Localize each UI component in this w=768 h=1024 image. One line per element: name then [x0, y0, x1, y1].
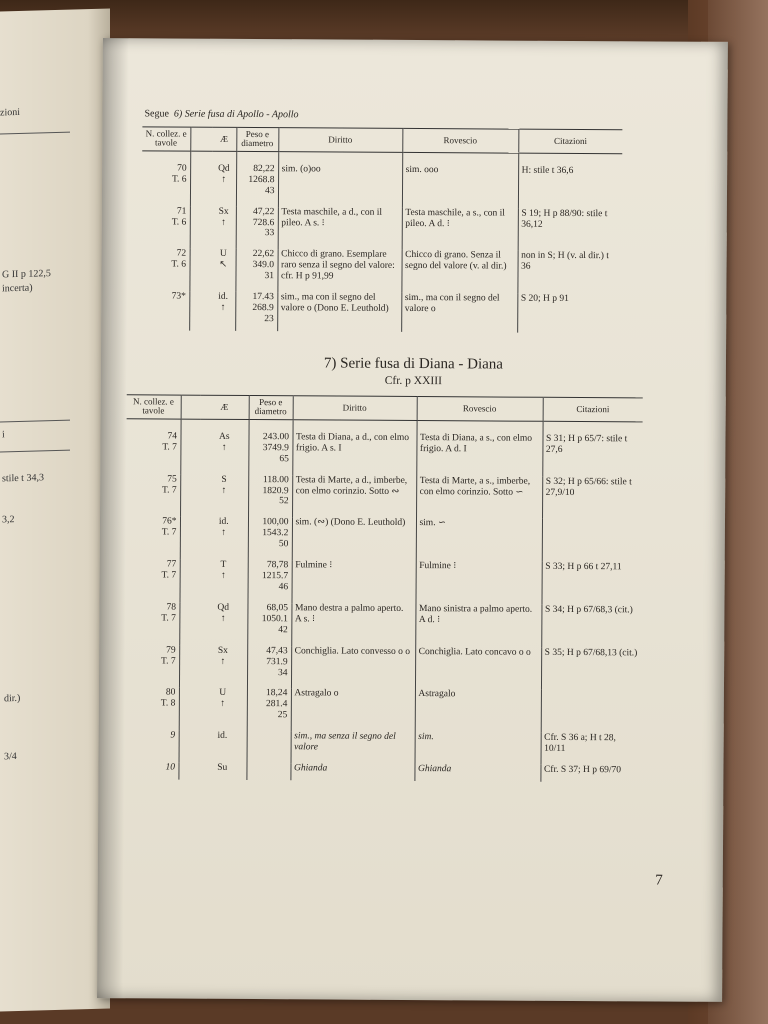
col-ae: Æ	[212, 127, 236, 151]
denomination	[199, 688, 247, 731]
obverse-description: Astragalo o	[291, 689, 415, 733]
catalog-number-line: T. 7	[162, 485, 177, 496]
obverse-description: Conchiglia. Lato convesso o o	[291, 646, 415, 690]
denomination-line: ↑	[220, 570, 226, 581]
col-blank	[190, 127, 212, 151]
weight-diameter	[246, 763, 290, 780]
col-diritto: Diritto	[293, 396, 417, 421]
catalog-number-line: T. 6	[171, 259, 187, 270]
weight-diameter-line: 43	[264, 185, 275, 196]
col-peso: Peso e diametro	[236, 127, 278, 151]
weight-diameter-line: 78,78	[266, 560, 289, 571]
catalog-number-line: 9	[170, 730, 176, 741]
denomination-line: ↑	[221, 485, 227, 496]
weight-diameter	[235, 249, 277, 292]
col-rovescio: Rovescio	[402, 128, 518, 153]
catalog-number	[125, 559, 179, 602]
citations: S 32; H p 65/66: stile t 27,9/10	[542, 476, 642, 519]
catalog-number	[126, 419, 180, 475]
denomination-line: U	[219, 688, 227, 699]
weight-diameter	[247, 688, 291, 731]
denomination	[200, 419, 248, 475]
weight-diameter-line: 100,00	[262, 517, 289, 528]
reverse-description: Ghianda	[414, 764, 540, 782]
blank-cell	[180, 517, 200, 560]
weight-diameter	[235, 292, 277, 331]
citations: non in S; H (v. al dir.) t 36	[517, 251, 621, 294]
left-rule	[0, 450, 70, 453]
denomination	[200, 474, 248, 517]
catalog-number-line: 80	[165, 687, 176, 699]
left-fragment: i	[2, 429, 5, 441]
denomination-line: ↑	[220, 656, 226, 667]
catalog-number-line: 78	[166, 602, 176, 613]
weight-diameter-line: 23	[264, 314, 274, 325]
weight-diameter-line: 31	[264, 271, 275, 282]
col-rovescio: Rovescio	[417, 397, 543, 422]
citations: S 35; H p 67/68,13 (cit.)	[541, 647, 641, 690]
blank-cell	[190, 206, 212, 249]
denomination-line: S	[221, 474, 227, 485]
reverse-description: Testa di Marte, a s., imberbe, con elmo corinzio. Sotto ∽	[416, 476, 542, 520]
catalog-number-line: 71	[176, 206, 187, 217]
weight-diameter-line: 349.0	[252, 260, 275, 271]
catalog-number	[142, 206, 190, 249]
catalog-number-line: T. 7	[161, 613, 176, 624]
coin-table-diana	[124, 394, 642, 782]
col-citazioni: Citazioni	[518, 129, 622, 154]
weight-diameter-line: 34	[278, 667, 288, 678]
blank-cell	[179, 731, 199, 763]
reverse-description: Fulmine ⁝	[415, 561, 541, 605]
blank-cell	[179, 688, 199, 731]
catalog-number-line: T. 7	[161, 570, 177, 581]
citations: Cfr. S 37; H p 69/70	[540, 765, 640, 783]
weight-diameter	[248, 419, 292, 475]
denomination-line: Qd	[217, 602, 230, 613]
blank-cell	[179, 603, 199, 646]
left-rule	[0, 420, 70, 423]
weight-diameter-line: 25	[277, 710, 288, 721]
weight-diameter	[236, 151, 278, 207]
reverse-description: Conchiglia. Lato concavo o o	[415, 647, 541, 691]
table-row	[126, 474, 642, 520]
obverse-description: Fulmine ⁝	[291, 560, 415, 604]
citations: S 19; H p 88/90: stile t 36,12	[518, 208, 622, 251]
weight-diameter-line: 1215.7	[261, 571, 289, 582]
denomination	[199, 560, 247, 603]
left-fragment: 3/4	[4, 751, 17, 763]
weight-diameter-line: 268.9	[252, 303, 274, 314]
weight-diameter-line: 1268.8	[248, 174, 275, 185]
catalog-number-line: 76*	[162, 516, 177, 527]
blank-cell	[180, 474, 200, 517]
catalog-number	[142, 151, 190, 207]
catalog-number	[125, 688, 179, 731]
weight-diameter-line: 46	[278, 582, 289, 593]
catalog-number	[141, 249, 189, 292]
reverse-description: Testa maschile, a s., con il pileo. A d. ⁝	[402, 208, 518, 251]
obverse-description: Testa maschile, a d., con il pileo. A s. ⁝	[278, 207, 402, 251]
table-row	[141, 249, 621, 295]
denomination	[199, 603, 247, 646]
denomination-line: ↑	[221, 174, 227, 185]
denomination-line: Qd	[218, 163, 230, 174]
weight-diameter-line: 18,24	[266, 688, 288, 699]
table-row	[125, 688, 641, 734]
weight-diameter	[247, 603, 291, 646]
reverse-description: sim. ooo	[402, 152, 518, 208]
col-n: N. collez. e tavole	[142, 127, 190, 151]
catalog-number	[141, 292, 189, 331]
left-fragment: dir.)	[4, 692, 21, 705]
spine-shadow	[97, 38, 129, 998]
col-ae: Æ	[201, 395, 249, 419]
weight-diameter-line: 3749.9	[262, 442, 289, 454]
table-row	[142, 206, 622, 252]
col-citazioni: Citazioni	[543, 397, 643, 421]
left-page	[0, 9, 110, 1012]
denomination-line: Sx	[218, 206, 229, 217]
catalog-number-line: 75	[167, 474, 177, 485]
table-row	[141, 292, 621, 334]
series-title: 6) Serie fusa di Apollo - Apollo	[173, 108, 299, 121]
catalog-number-line: 77	[166, 559, 177, 570]
obverse-description: Testa di Marte, a d., imberbe, con elmo corinzio. Sotto ∾	[292, 475, 416, 519]
weight-diameter-line: 33	[264, 228, 275, 239]
denomination-line: As	[218, 431, 230, 442]
catalog-number	[126, 517, 180, 560]
weight-diameter-line: 82,22	[253, 163, 275, 175]
table-row	[125, 559, 641, 605]
denomination-line: ↑	[221, 442, 227, 453]
section-title: 7) Serie fusa di Diana - Diana	[323, 355, 504, 373]
blank-cell	[190, 151, 212, 206]
page-number: 7	[655, 872, 663, 889]
blank-cell	[189, 249, 211, 292]
table-row	[125, 602, 641, 648]
obverse-description: sim., ma senza il segno del valore	[291, 731, 415, 764]
blank-cell	[180, 419, 200, 474]
denomination-line: ↑	[220, 699, 226, 710]
reverse-description: Astragalo	[415, 689, 541, 733]
reverse-description: sim.	[415, 732, 541, 765]
catalog-number	[125, 645, 179, 688]
weight-diameter-line: 728.6	[252, 217, 275, 228]
col-blank	[181, 395, 201, 419]
citations: S 20; H p 91	[517, 294, 621, 333]
citations: S 34; H p 67/68,3 (cit.)	[541, 605, 641, 648]
weight-diameter	[247, 560, 291, 603]
catalog-number	[125, 602, 179, 645]
weight-diameter-line: 47,43	[266, 645, 288, 656]
table-row	[126, 517, 642, 563]
catalog-number-line: 74	[167, 431, 178, 442]
col-peso: Peso e diametro	[249, 395, 293, 419]
weight-diameter-line: 42	[278, 624, 288, 636]
weight-diameter-line: 50	[278, 539, 289, 550]
catalog-number-line: T. 7	[160, 656, 176, 667]
weight-diameter-line: 65	[279, 453, 289, 464]
catalog-number-line: T. 6	[171, 174, 187, 185]
table-row	[125, 730, 641, 765]
denomination	[212, 151, 236, 206]
catalog-number-line: 70	[177, 163, 187, 174]
weight-diameter-line: 52	[279, 496, 289, 507]
citations: H: stile t 36,6	[518, 153, 622, 209]
weight-diameter-line: 1820.9	[262, 485, 289, 496]
weight-diameter-line: 1543.2	[262, 528, 289, 539]
blank-cell	[178, 763, 198, 780]
denomination-line: Sx	[217, 645, 228, 656]
obverse-description: Mano destra a palmo aperto. A s. ⁝	[291, 603, 415, 647]
weight-diameter	[247, 731, 291, 763]
citations: Cfr. S 36 a; H t 28, 10/11	[541, 733, 641, 765]
denomination-line: ↑	[221, 217, 226, 228]
weight-diameter-line: 281.4	[265, 699, 288, 710]
left-rule	[0, 132, 70, 135]
obverse-description: Ghianda	[290, 763, 414, 781]
segue-label: Segue	[144, 108, 169, 120]
catalog-number-line: T. 7	[161, 527, 177, 538]
denomination	[199, 731, 247, 763]
denomination-line: ↑	[220, 613, 226, 624]
denomination	[200, 517, 248, 560]
catalog-number-line: 10	[165, 762, 176, 773]
citations: S 31; H p 65/7: stile t 27,6	[542, 421, 642, 477]
weight-diameter-line: 1050.1	[261, 613, 288, 625]
denomination-line: Su	[217, 762, 228, 773]
weight-diameter	[248, 517, 292, 560]
catalog-number-line: 73*	[171, 291, 186, 302]
coin-table-apollo	[141, 126, 622, 333]
col-n: N. collez. e tavole	[127, 395, 181, 419]
weight-diameter	[236, 207, 278, 250]
weight-diameter	[247, 646, 291, 689]
obverse-description: sim. (o)oo	[278, 152, 402, 208]
denomination	[211, 292, 235, 331]
citations: S 33; H p 66 t 27,11	[541, 562, 641, 605]
weight-diameter-line: 731.9	[266, 656, 288, 667]
table-row	[124, 762, 640, 782]
blank-cell	[189, 292, 211, 331]
denomination-line: id.	[218, 291, 229, 303]
reverse-description: Mano sinistra a palmo aperto. A d. ⁝	[415, 604, 541, 648]
blank-cell	[179, 560, 199, 603]
reverse-description: sim., ma con il segno del valore o	[401, 293, 517, 332]
catalog-number	[124, 762, 178, 779]
citations	[541, 690, 641, 733]
catalog-number	[125, 730, 179, 762]
denomination-line: id.	[218, 517, 229, 528]
weight-diameter-line: 68,05	[266, 603, 288, 614]
weight-diameter	[248, 475, 292, 518]
citations	[542, 519, 642, 562]
table-row	[125, 645, 641, 691]
col-diritto: Diritto	[278, 128, 402, 153]
catalog-number-line: 72	[176, 248, 187, 260]
book-page	[97, 38, 728, 1002]
left-fragment: stile t 34,3	[2, 472, 44, 485]
catalog-number-line: T. 6	[171, 217, 187, 228]
obverse-description: sim., ma con il segno del valore o (Dono E. Leuthold)	[277, 292, 401, 332]
weight-diameter-line: 243.00	[262, 431, 290, 443]
table-row	[126, 419, 642, 477]
catalog-number-line: 79	[166, 645, 176, 656]
weight-diameter-line: 22,62	[252, 249, 275, 260]
catalog-number	[126, 474, 180, 517]
blank-cell	[179, 645, 199, 688]
denomination-line: id.	[217, 731, 228, 742]
obverse-description: sim. (∾) (Dono E. Leuthold)	[292, 518, 416, 562]
left-fragment: incerta)	[2, 282, 33, 295]
left-fragment: G II p 122,5	[2, 268, 51, 281]
denomination-line: ↖	[219, 260, 228, 271]
catalog-number-line: T. 7	[162, 442, 177, 453]
catalog-number-line: T. 8	[160, 698, 176, 709]
reverse-description: sim. ∽	[416, 518, 542, 562]
continuation-heading	[144, 108, 298, 120]
denomination	[198, 763, 246, 780]
table-row	[142, 151, 622, 209]
denomination-line: U	[219, 249, 227, 260]
reverse-description: Chicco di grano. Senza il segno del valore (v. al dir.)	[401, 250, 517, 293]
obverse-description: Testa di Diana, a d., con elmo frigio. A s. I	[292, 420, 416, 476]
denomination-line: ↑	[221, 528, 227, 539]
left-fragment: zioni	[0, 106, 20, 119]
reverse-description: Testa di Diana, a s., con elmo frigio. A d. I	[416, 420, 542, 476]
obverse-description: Chicco di grano. Esemplare raro senza il segno del valore: cfr. H p 91,99	[277, 250, 401, 294]
denomination	[199, 645, 247, 688]
denomination	[212, 206, 236, 249]
left-fragment: 3,2	[2, 514, 15, 526]
denomination-line: ↑	[220, 302, 226, 313]
denomination-line: T	[220, 560, 227, 571]
weight-diameter-line: 47,22	[252, 206, 275, 217]
denomination	[211, 249, 235, 292]
section-subtitle: Cfr. p XXIII	[384, 374, 442, 388]
weight-diameter-line: 118.00	[262, 474, 289, 485]
weight-diameter-line: 17.43	[252, 292, 274, 303]
